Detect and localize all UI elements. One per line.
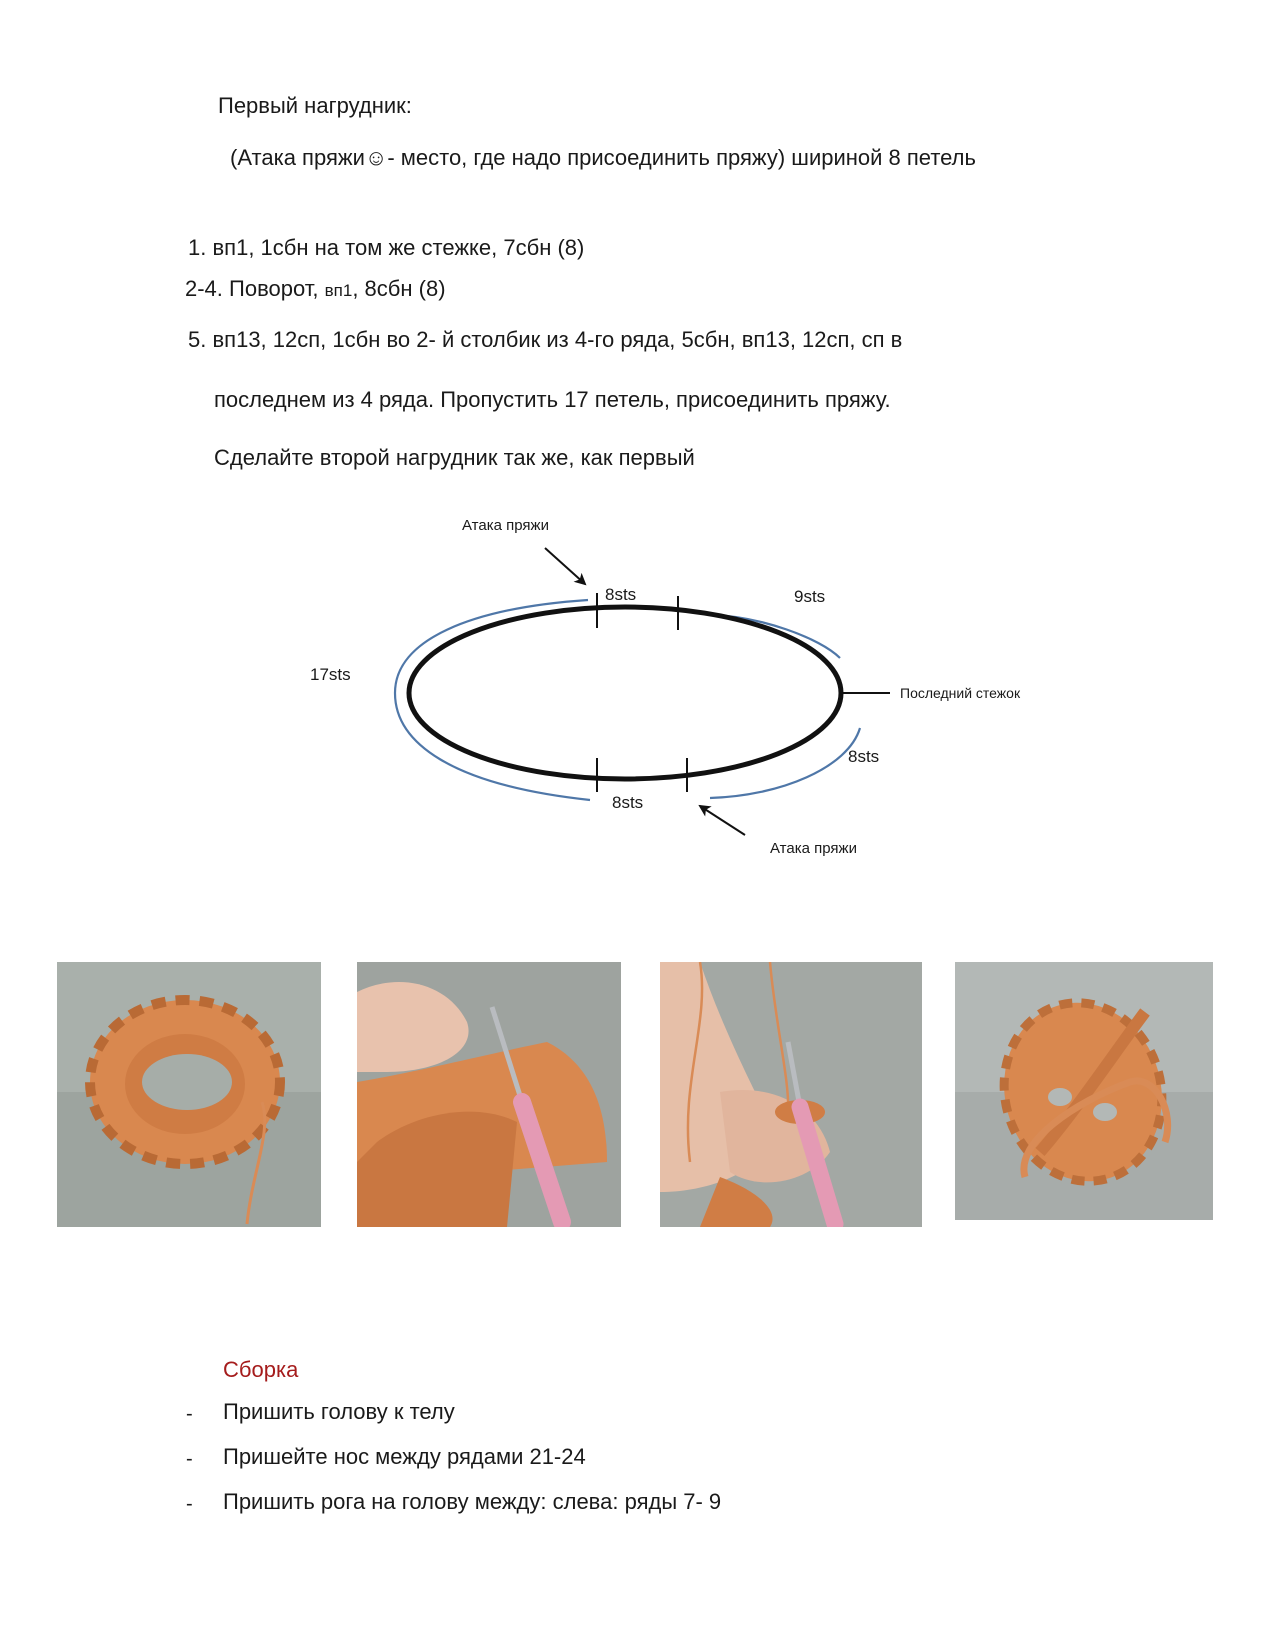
step-number: 5. <box>188 327 207 352</box>
ring <box>409 607 841 779</box>
ruffle-ring-photo <box>57 962 321 1227</box>
step-number: 1. <box>188 235 207 260</box>
assembly-title: Сборка <box>223 1357 299 1382</box>
stitch-diagram <box>300 500 1060 870</box>
assembly-item-1: Пришить голову к телу <box>223 1399 455 1424</box>
bullet-dash: - <box>186 1448 193 1470</box>
section-title: Первый нагрудник: <box>218 93 412 118</box>
intro-note: (Атака пряжи☺- место, где надо присоединить пряжу) шириной 8 петель <box>230 145 976 170</box>
guide-arcs <box>395 600 860 800</box>
arrow-bottom-icon <box>700 806 745 835</box>
label-8sts-bottom: 8sts <box>612 793 644 812</box>
label-8sts-top: 8sts <box>605 585 637 604</box>
label-17sts: 17sts <box>310 665 351 684</box>
bullet-dash: - <box>186 1403 193 1425</box>
label-9sts: 9sts <box>794 587 826 606</box>
label-last-stitch: Последний стежок <box>900 685 1021 701</box>
arrow-top-icon <box>545 548 585 584</box>
guide-arc-top-right <box>710 615 840 658</box>
bib-straps-photo <box>955 962 1213 1227</box>
hook-in-ruffle-photo <box>357 962 621 1227</box>
guide-arc-bottom-right <box>710 728 860 798</box>
assembly-item-3: Пришить рога на голову между: слева: ряды 7- 9 <box>223 1489 722 1514</box>
guide-arc-left <box>395 600 590 800</box>
step-2-4 <box>185 275 446 305</box>
assembly-item-2: Пришейте нос между рядами 21-24 <box>223 1444 586 1469</box>
step-small: вп1 <box>324 281 353 300</box>
label-yarn-attach-top: Атака пряжи <box>462 517 549 534</box>
label-8sts-right: 8sts <box>848 747 880 766</box>
hook-with-yarn-photo <box>660 962 922 1227</box>
step-text: вп1, 1сбн на том же стежке, 7сбн (8) <box>212 235 585 260</box>
step-text: 2-4. Поворот, <box>185 276 319 301</box>
bullet-dash: - <box>186 1493 193 1515</box>
step-text-end: , 8сбн (8) <box>352 276 446 301</box>
label-yarn-attach-bottom: Атака пряжи <box>770 840 857 857</box>
step-1 <box>188 234 584 262</box>
second-bib-note: Сделайте второй нагрудник так же, как первый <box>214 445 695 470</box>
step-5-continued: последнем из 4 ряда. Пропустить 17 петель, присоединить пряжу. <box>214 387 891 412</box>
step-5 <box>188 326 902 354</box>
step-text: вп13, 12сп, 1сбн во 2- й столбик из 4-го ряда, 5сбн, вп13, 12сп, сп в <box>212 327 903 352</box>
